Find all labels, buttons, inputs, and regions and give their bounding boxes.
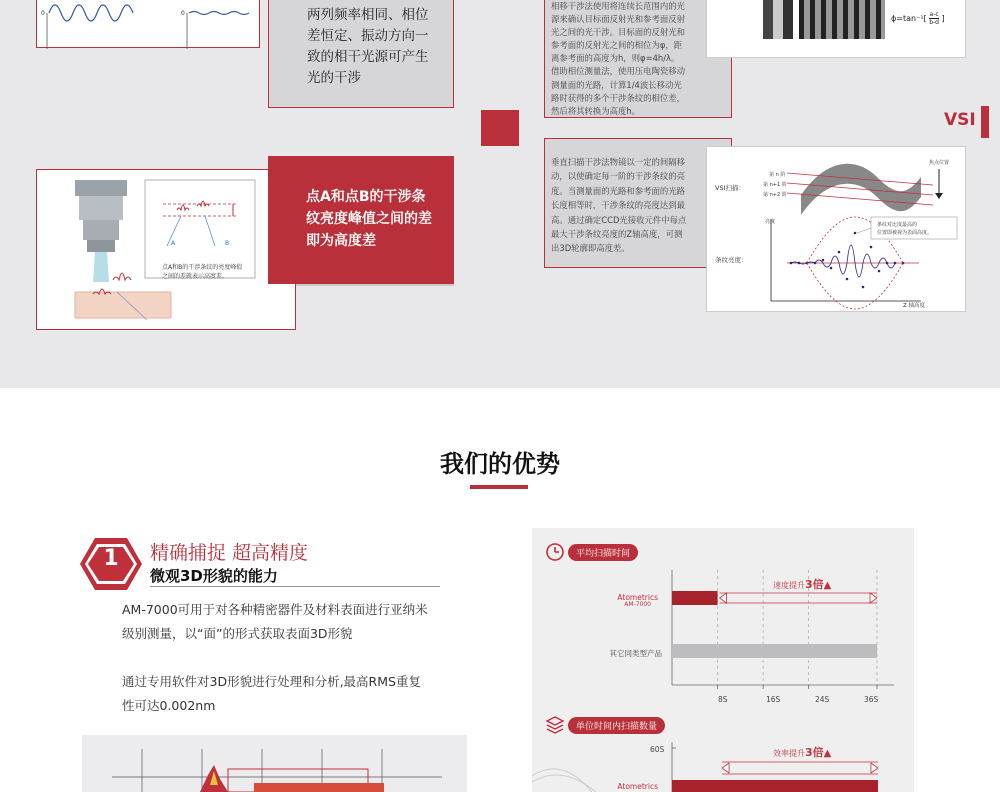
formula-numerator: a-c	[929, 11, 939, 18]
connector-block	[481, 110, 519, 146]
diagram-caption-1: 点A和B的干涉条纹的亮度峰值	[162, 264, 243, 271]
label-b: B	[225, 240, 230, 247]
coherence-text-panel	[268, 0, 454, 108]
tick-8s: 8S	[718, 695, 728, 704]
psi-line-9: 然后将其转换为高度h。	[551, 105, 641, 116]
scan-model-label: AM-7000	[624, 601, 651, 608]
psi-line-4: 参考面的反射光之间的相位为φ，距	[551, 40, 683, 51]
vsi-scan-label: VSI扫描：	[715, 184, 745, 192]
advantage-subheading: 微观3D形貌的能力	[150, 567, 278, 585]
section-title: 我们的优势	[440, 450, 560, 478]
speed-note-text: 速度提升	[773, 581, 805, 590]
peak-line-3: 即为高度差	[306, 233, 376, 249]
advantage-p2-line2: 性可达0.002nm	[122, 698, 216, 713]
speed-note	[773, 576, 831, 592]
psi-text-panel	[544, 0, 732, 118]
count-bar-atometrics	[672, 780, 878, 792]
formula-prefix: ϕ=tan⁻¹[	[891, 14, 927, 23]
count-ytick: 60S	[650, 745, 665, 754]
tick-36s: 36S	[864, 695, 879, 704]
number-badge-digit: 1	[103, 546, 119, 571]
peak-line-1: 点A和点B的干涉条	[306, 189, 426, 205]
wave-graph	[37, 0, 261, 49]
scan-count-chart	[532, 736, 914, 792]
vsi-line-4: 长度相等时，干涉条纹的亮度达到最	[551, 200, 685, 211]
bar-other-products	[672, 644, 877, 658]
psi-line-5: 离参考面的高度为h，则φ=4h/λ。	[551, 53, 680, 64]
diagram-caption	[162, 263, 242, 281]
vsi-line-3: 度。当测量面的光路和参考面的光路	[551, 185, 685, 196]
psi-line-6: 借助相位测量法，使用压电陶瓷移动	[551, 66, 685, 77]
surface-3d-graphic	[82, 735, 467, 792]
count-brand-label: Atometrics	[617, 782, 658, 791]
order-n1: 第 n+1 阶	[763, 182, 787, 188]
vsi-line-7: 出3D轮廓即高度差。	[551, 243, 630, 254]
psi-line-3: 光之间的光干涉。目标面的反射光和	[551, 27, 685, 38]
peak-note-2: 位置即被视为表面高度。	[877, 230, 933, 236]
surface-3d-image	[82, 735, 467, 792]
scan-count-pill: 单位时间内扫描数量	[568, 717, 665, 734]
vsi-tag: VSI	[944, 110, 976, 130]
peak-text-panel	[268, 156, 454, 284]
psi-fringe-panel	[706, 0, 966, 58]
title-underline	[470, 485, 528, 489]
coherence-line-1: 两列频率相同、相位	[307, 7, 429, 23]
coherence-line-3: 致的相干光源可产生	[307, 49, 429, 65]
efficiency-note-text: 效率提升	[773, 749, 805, 758]
vsi-line-6: 最大干涉条纹亮度的Z轴高度，可测	[551, 229, 683, 240]
formula-close: ]	[941, 14, 945, 23]
scan-other-label: 其它同类型产品	[609, 649, 662, 658]
label-a: A	[171, 240, 176, 247]
speed-factor: 3倍	[805, 578, 824, 591]
order-n2: 第 n+2 阶	[763, 192, 787, 198]
focus-label: 焦点位置	[929, 160, 950, 166]
psi-line-8: 路时获得的多个干涉条纹的相位差，	[551, 92, 685, 103]
peak-note	[877, 221, 932, 237]
psi-line-1: 相移干涉法使用将连续长范围内的光	[551, 1, 685, 11]
fringe-brightness-label: 条纹亮度：	[715, 256, 748, 264]
advantage-paragraph-2	[122, 670, 452, 718]
peak-line-2: 纹亮度峰值之间的差	[306, 211, 432, 227]
brightness-axis-label: 亮度	[765, 219, 776, 225]
order-n: 第 n 阶	[769, 172, 786, 178]
advantage-p1-line1: AM-7000可用于对各种精密器件及材料表面进行亚纳米	[122, 602, 428, 617]
svg-text:0: 0	[181, 10, 185, 17]
scan-time-pill: 平均扫描时间	[568, 544, 638, 561]
formula-denominator: b-d	[929, 19, 939, 26]
vsi-line-5: 高。通过确定CCD光接收元件中每点	[551, 214, 687, 225]
bar-atometrics	[672, 591, 718, 605]
z-axis-label: Z 轴高度	[903, 303, 926, 309]
wave-graph-panel	[36, 0, 260, 48]
efficiency-up-arrow-icon: ▲	[823, 748, 832, 759]
vsi-text-panel	[544, 138, 732, 268]
advantage-p1-line2: 级别测量，以“面”的形式获取表面3D形貌	[122, 626, 353, 641]
vsi-line-2: 动，以使确定每一阶的干涉条纹的亮	[551, 171, 685, 182]
vsi-line-1: 垂直扫描干涉法物镜以一定的间隔移	[551, 157, 685, 167]
psi-line-2: 源来确认目标面反射光和参考面反射	[551, 14, 685, 25]
coherence-line-4: 光的干涉	[307, 70, 361, 86]
fringe-pattern	[707, 0, 967, 59]
peak-note-1: 条纹对比度最高的	[877, 222, 918, 228]
scan-brand-label: Atometrics	[617, 593, 658, 602]
advantage-paragraph-1	[122, 598, 452, 646]
scan-time-chart	[532, 560, 914, 710]
efficiency-factor: 3倍	[805, 746, 824, 759]
tick-16s: 16S	[766, 695, 781, 704]
advantage-p2-line1: 通过专用软件对3D形貌进行处理和分析,最高RMS重复	[122, 674, 421, 689]
tick-24s: 24S	[815, 695, 830, 704]
advantage-heading: 精确捕捉 超高精度	[150, 542, 309, 564]
clock-icon	[545, 542, 565, 562]
layers-icon	[545, 714, 565, 734]
speed-arrow-left-head	[720, 593, 727, 603]
svg-text:0: 0	[41, 10, 45, 17]
speed-up-arrow-icon: ▲	[823, 580, 832, 591]
psi-line-7: 测量面的光路，计算1/4波长移动光	[551, 79, 682, 90]
advantage-rule	[150, 586, 440, 587]
vsi-diagram-panel	[706, 146, 966, 312]
microscope-diagram-panel	[36, 169, 296, 330]
speed-arrow-right-head	[870, 593, 877, 603]
diagram-caption-2: 之间的差就表示高度差。	[162, 273, 229, 280]
phase-formula	[891, 11, 945, 26]
microscope-diagram	[37, 170, 295, 329]
coherence-line-2: 差恒定、振动方向一	[307, 28, 429, 44]
vsi-tag-bar	[981, 106, 989, 138]
